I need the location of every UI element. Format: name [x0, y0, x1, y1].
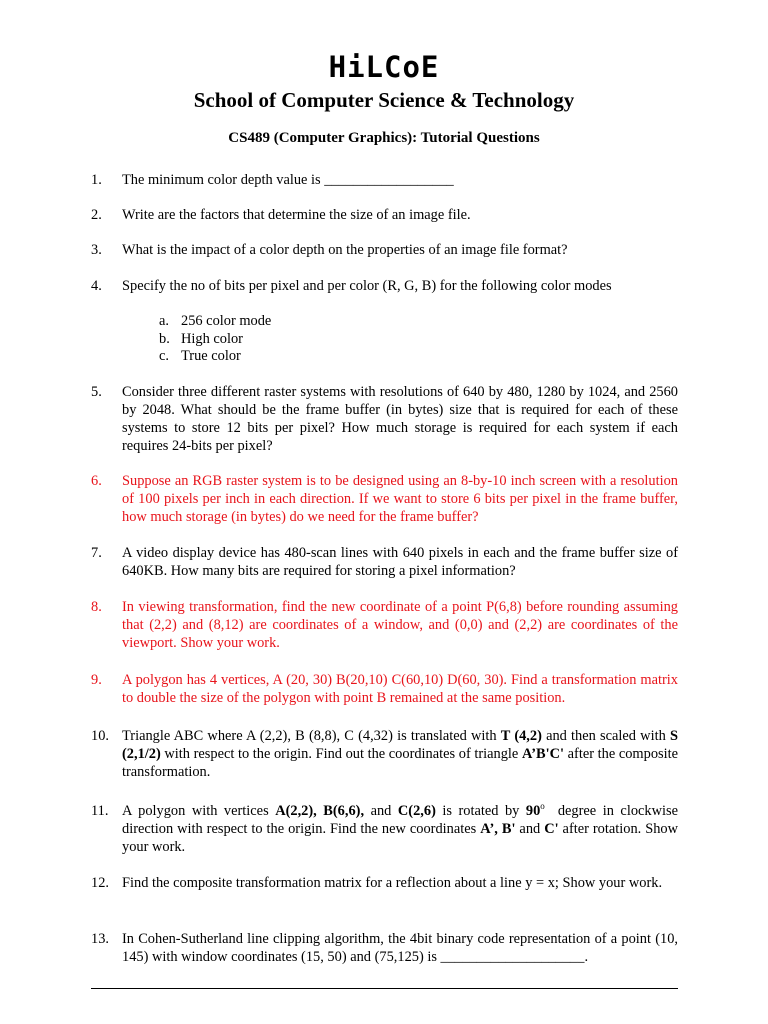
list-letter: a. [159, 313, 169, 329]
question-text [122, 727, 678, 781]
question-number: 10. [91, 728, 109, 744]
question-text: A video display device has 480-scan lines with 640 pixels in each and the frame buffer size of 640KB. How many bits are required for storing a pixel information? [122, 545, 678, 579]
list-letter: b. [159, 330, 170, 347]
vertex-label: A’, B' [480, 821, 516, 837]
list-item [159, 348, 271, 366]
text-run: degree in clockwise direction with respect to the origin. Find the new coordinates [122, 803, 682, 837]
question-number: 12. [91, 875, 109, 891]
text-run: A polygon with vertices [122, 803, 276, 819]
course-title: CS489 (Computer Graphics): Tutorial Questions [228, 130, 540, 146]
question-number: 3. [91, 242, 102, 258]
question-number: 9. [91, 672, 102, 688]
question-number: 6. [91, 473, 102, 489]
question-text: What is the impact of a color depth on the properties of an image file format? [122, 242, 568, 258]
question-1 [91, 171, 678, 189]
text-run: and [364, 803, 398, 819]
school-title: School of Computer Science & Technology [193, 88, 575, 112]
list-item [159, 313, 271, 331]
color-mode-list [159, 313, 271, 366]
question-text: Consider three different raster systems with resolutions of 640 by 480, 1280 by 1024, and 2560 by 2048. What should be the frame buffer (in bytes) size that is required for each of these systems to store 12 bits per pixel? How much storage is required for each system if each requires 24-bits per pixel? [122, 384, 678, 454]
question-number: 13. [91, 931, 109, 947]
vertex-label: C' [544, 821, 559, 837]
question-text: Suppose an RGB raster system is to be designed using an 8-by-10 inch screen with a resolution of 100 pixels per inch in each direction. If we want to store 6 bits per pixel in the frame buffer, how much storage (in bytes) do we need for the frame buffer? [122, 473, 678, 525]
question-8 [91, 598, 678, 652]
translation-vector: T (4,2) [500, 728, 542, 744]
text-run: after rotation. Show your work. [122, 821, 678, 855]
question-6 [91, 472, 678, 526]
question-11 [91, 801, 682, 856]
question-text: In viewing transformation, find the new coordinate of a point P(6,8) before rounding assuming that (2,2) and (8,12) are coordinates of a window, and (0,0) and (2,2) are coordinates of the viewport. Show your work. [122, 599, 678, 651]
question-12 [91, 874, 678, 892]
text-run: Triangle ABC where A (2,2), B (8,8), C (4,32) is translated with [122, 728, 501, 744]
question-text: In Cohen-Sutherland line clipping algorithm, the 4bit binary code representation of a point (10, 145) with window coordinates (15, 50) and (75,125) is ____________________. [122, 931, 678, 965]
question-text: A polygon has 4 vertices, A (20, 30) B(20,10) C(60,10) D(60, 30). Find a transformation matrix to double the size of the polygon with point B remained at the same position. [122, 672, 678, 706]
question-9 [91, 671, 678, 707]
question-text: The minimum color depth value is __________________ [122, 172, 454, 188]
question-number: 5. [91, 384, 102, 400]
footer-rule [91, 988, 678, 989]
degree-superscript: o [540, 801, 545, 812]
question-text: Specify the no of bits per pixel and per color (R, G, B) for the following color modes [122, 278, 612, 294]
text-run: after the composite transformation. [122, 746, 678, 780]
list-text: High color [181, 330, 243, 347]
question-text [122, 801, 682, 856]
vertex-label: A(2,2), B(6,6), [275, 803, 365, 819]
question-5 [91, 383, 678, 455]
question-number: 1. [91, 172, 102, 188]
question-number: 7. [91, 545, 102, 561]
list-letter: c. [159, 348, 169, 364]
question-10 [91, 727, 678, 781]
text-run: is rotated by [435, 803, 526, 819]
text-run: with respect to the origin. Find out the coordinates of triangle [160, 746, 522, 762]
list-text: 256 color mode [181, 313, 272, 329]
question-text: Find the composite transformation matrix for a reflection about a line y = x; Show your work. [122, 875, 663, 891]
text-run: and then scaled with [541, 728, 670, 744]
question-number: 8. [91, 599, 102, 615]
question-7 [91, 544, 678, 580]
brand-logo: HiLCoE [328, 50, 440, 84]
question-2 [91, 206, 678, 224]
question-4 [91, 277, 678, 295]
text-run: and [515, 821, 545, 837]
question-3 [91, 241, 678, 259]
question-number: 2. [91, 207, 102, 223]
triangle-label: A’B'C' [521, 746, 565, 762]
question-text: Write are the factors that determine the size of an image file. [122, 207, 471, 223]
rotation-angle: 90 [525, 803, 541, 819]
question-number: 4. [91, 278, 102, 294]
question-13 [91, 930, 678, 966]
question-number: 11. [91, 803, 109, 819]
list-text: True color [181, 348, 241, 364]
vertex-label: C(2,6) [397, 803, 436, 819]
list-item [159, 331, 271, 349]
scaling-factor: S (2,1/2) [122, 728, 678, 762]
